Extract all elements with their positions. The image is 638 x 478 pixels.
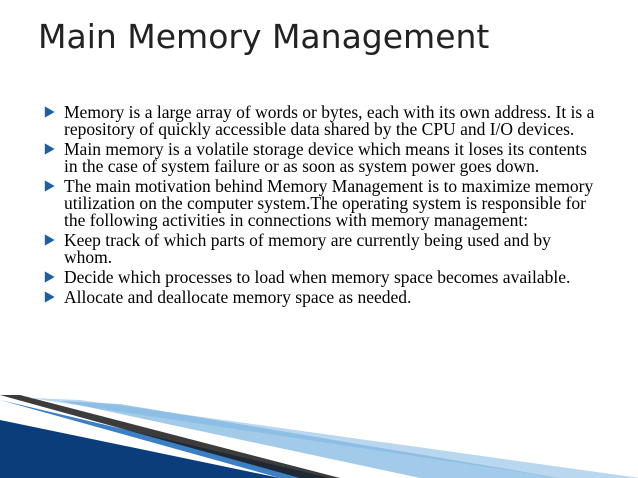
bullet-text: The main motivation behind Memory Management is to maximize memory utilization on the computer system.The operating system is responsible for the following activities in connections with memory management:: [64, 176, 594, 230]
bullet-text: Main memory is a volatile storage device which means it loses its contents in the case of system failure or as soon as system power goes down.: [64, 139, 587, 176]
bullet-text: Allocate and deallocate memory space as needed.: [64, 287, 412, 307]
bullet-text: Decide which processes to load when memory space becomes available.: [64, 267, 571, 287]
bullet-text: Keep track of which parts of memory are currently being used and by whom.: [64, 230, 551, 267]
bullet-text: Memory is a large array of words or bytes, each with its own address. It is a repository of quickly accessible data shared by the CPU and I/O devices.: [64, 102, 595, 139]
slide-title: Main Memory Management: [38, 17, 490, 56]
